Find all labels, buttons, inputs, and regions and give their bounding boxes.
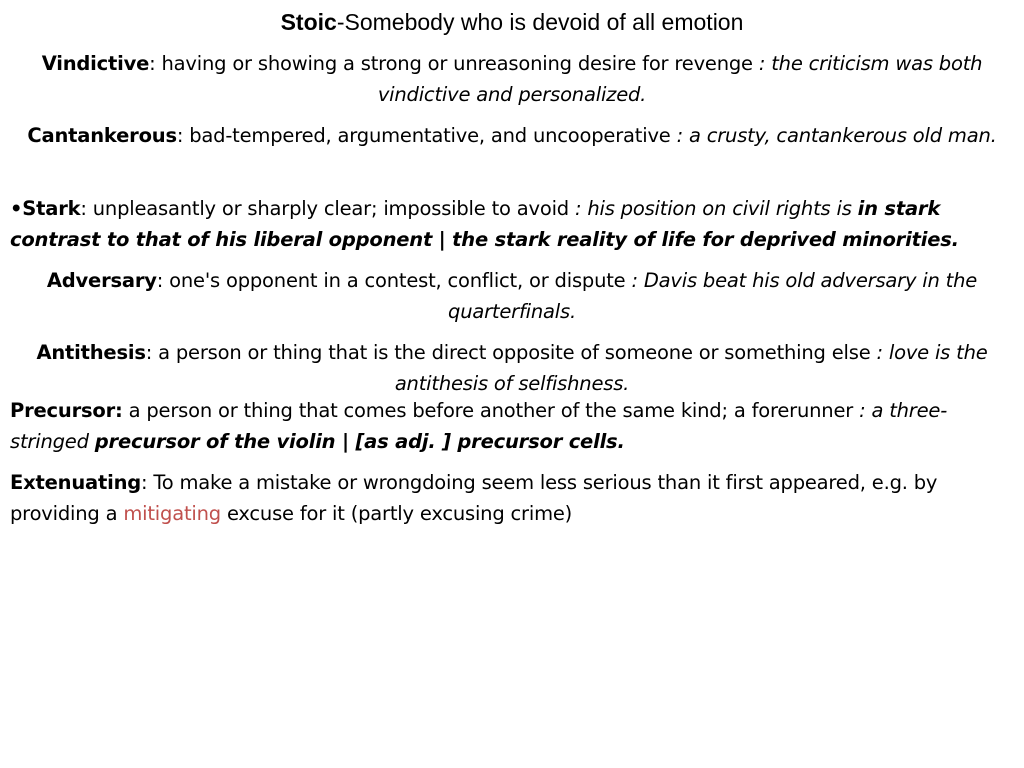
example-vindictive: : the criticism was both vindictive and personalized. bbox=[377, 52, 983, 106]
example-bold-stark: in stark contrast to that of his liberal opponent | the stark reality of life for deprived minorities. bbox=[10, 197, 959, 251]
entry-extenuating bbox=[10, 467, 1014, 529]
title-term: Stoic bbox=[280, 9, 337, 35]
example-intro-stark: : his position on civil rights is bbox=[574, 197, 858, 220]
definition-vindictive: : having or showing a strong or unreasoning desire for revenge bbox=[149, 52, 759, 75]
entry-cantankerous bbox=[14, 120, 1010, 151]
term-antithesis: Antithesis bbox=[36, 341, 146, 364]
example-bold-precursor: precursor of the violin | [as adj. ] precursor cells. bbox=[94, 430, 625, 453]
entry-vindictive bbox=[6, 48, 1018, 110]
definition-precursor: a person or thing that comes before another of the same kind; a forerunner bbox=[122, 399, 860, 422]
term-extenuating: Extenuating bbox=[10, 471, 142, 494]
term-vindictive: Vindictive bbox=[41, 52, 150, 75]
example-antithesis: : love is the antithesis of selfishness. bbox=[394, 341, 988, 395]
definition-stark: : unpleasantly or sharply clear; impossible to avoid bbox=[80, 197, 575, 220]
term-precursor: Precursor: bbox=[10, 399, 123, 422]
term-stark: Stark bbox=[22, 197, 81, 220]
term-adversary: Adversary bbox=[46, 269, 157, 292]
entry-antithesis bbox=[10, 337, 1014, 399]
entry-stark bbox=[10, 193, 1014, 255]
definition-extenuating-after: excuse for it (partly excusing crime) bbox=[220, 502, 573, 525]
bullet-stark: • bbox=[10, 197, 23, 220]
example-adversary: : Davis beat his old adversary in the quarterfinals. bbox=[448, 269, 978, 323]
definition-cantankerous: : bad-tempered, argumentative, and uncooperative bbox=[176, 124, 677, 147]
entry-adversary bbox=[10, 265, 1014, 327]
term-cantankerous: Cantankerous bbox=[27, 124, 177, 147]
definition-extenuating-before: : To make a mistake or wrongdoing seem less serious than it first appeared, e.g. by providing a bbox=[10, 471, 938, 525]
title-definition: -Somebody who is devoid of all emotion bbox=[336, 9, 744, 35]
title-line bbox=[0, 6, 1024, 38]
entry-precursor bbox=[10, 395, 1014, 457]
example-cantankerous: : a crusty, cantankerous old man. bbox=[676, 124, 997, 147]
definition-adversary: : one's opponent in a contest, conflict, or dispute bbox=[156, 269, 632, 292]
definition-antithesis: : a person or thing that is the direct opposite of someone or something else bbox=[145, 341, 877, 364]
example-intro-precursor: : a three-stringed bbox=[10, 399, 948, 453]
highlight-mitigating: mitigating bbox=[123, 502, 221, 525]
